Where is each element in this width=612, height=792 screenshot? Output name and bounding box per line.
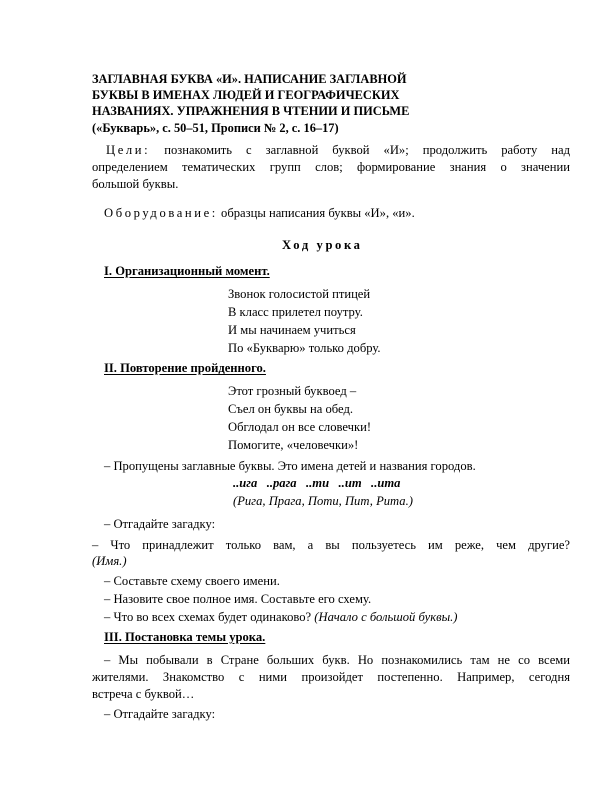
riddle-prompt-2: – Отгадайте загадку:: [104, 707, 216, 721]
goals-line-2: определением тематических групп слов; формирование знания о значении: [92, 160, 570, 174]
equipment-label: Оборудование:: [104, 206, 218, 220]
section3-paragraph-line-3: встреча с буквой…: [92, 687, 195, 701]
poem1-line: По «Букварю» только добру.: [228, 341, 381, 355]
poem1-line: В класс прилетел поутру.: [228, 305, 363, 319]
riddle-answer: (Имя.): [92, 554, 127, 568]
poem1-line: Звонок голосистой птицей: [228, 287, 371, 301]
goals-label: Цели:: [106, 143, 151, 157]
task-text: – Пропущены заглавные буквы. Это имена детей и названия городов.: [104, 459, 476, 473]
question-1: – Составьте схему своего имени.: [104, 574, 280, 588]
section3-paragraph-line-2: жителями. Знакомство с ними произойдет постепенно. Например, сегодня: [92, 670, 570, 684]
gap-answers: (Рига, Прага, Поти, Пит, Рита.): [233, 494, 413, 508]
section3-paragraph-line-1: [92, 653, 570, 668]
goals-line-3: большой буквы.: [92, 177, 179, 191]
title-line-2: БУКВЫ В ИМЕНАХ ЛЮДЕЙ И ГЕОГРАФИЧЕСКИХ: [92, 88, 400, 102]
riddle-question: – Что принадлежит только вам, а вы пользуетесь им реже, чем другие?: [92, 538, 570, 552]
section2-heading: II. Повторение пройденного.: [104, 361, 266, 375]
course-heading: Ход урока: [282, 238, 363, 252]
poem2-line: Обглодал он все словечки!: [228, 420, 372, 434]
poem1-line: И мы начинаем учиться: [228, 323, 356, 337]
gap-words: ..ига ..рага ..ти ..ит ..ита: [233, 476, 401, 490]
poem2-line: Этот грозный буквоед –: [228, 384, 357, 398]
question-2: – Назовите свое полное имя. Составьте его схему.: [104, 592, 372, 606]
question-3-answer: (Начало с большой буквы.): [314, 610, 458, 624]
title-line-1: ЗАГЛАВНАЯ БУКВА «И». НАПИСАНИЕ ЗАГЛАВНОЙ: [92, 72, 407, 86]
title-source: («Букварь», с. 50–51, Прописи № 2, с. 16–17): [92, 121, 339, 135]
question-3: [104, 610, 457, 625]
equipment-line: [104, 206, 415, 221]
poem2-line: Помогите, «человечки»!: [228, 438, 359, 452]
equipment-text: образцы написания буквы «И», «и».: [221, 206, 415, 220]
section1-heading: I. Организационный момент.: [104, 264, 270, 278]
section3-paragraph-text: – Мы побывали в Стране больших букв. Но познакомились там не со всеми: [104, 653, 570, 667]
riddle-prompt: – Отгадайте загадку:: [104, 517, 216, 531]
goals-text-1: познакомить с заглавной буквой «И»; продолжить работу над: [164, 143, 570, 157]
section3-heading: III. Постановка темы урока.: [104, 630, 266, 644]
title-line-3: НАЗВАНИЯХ. УПРАЖНЕНИЯ В ЧТЕНИИ И ПИСЬМЕ: [92, 104, 410, 118]
question-3-text: – Что во всех схемах будет одинаково?: [104, 610, 312, 624]
poem2-line: Съел он буквы на обед.: [228, 402, 354, 416]
goals-line-1: [92, 143, 570, 158]
